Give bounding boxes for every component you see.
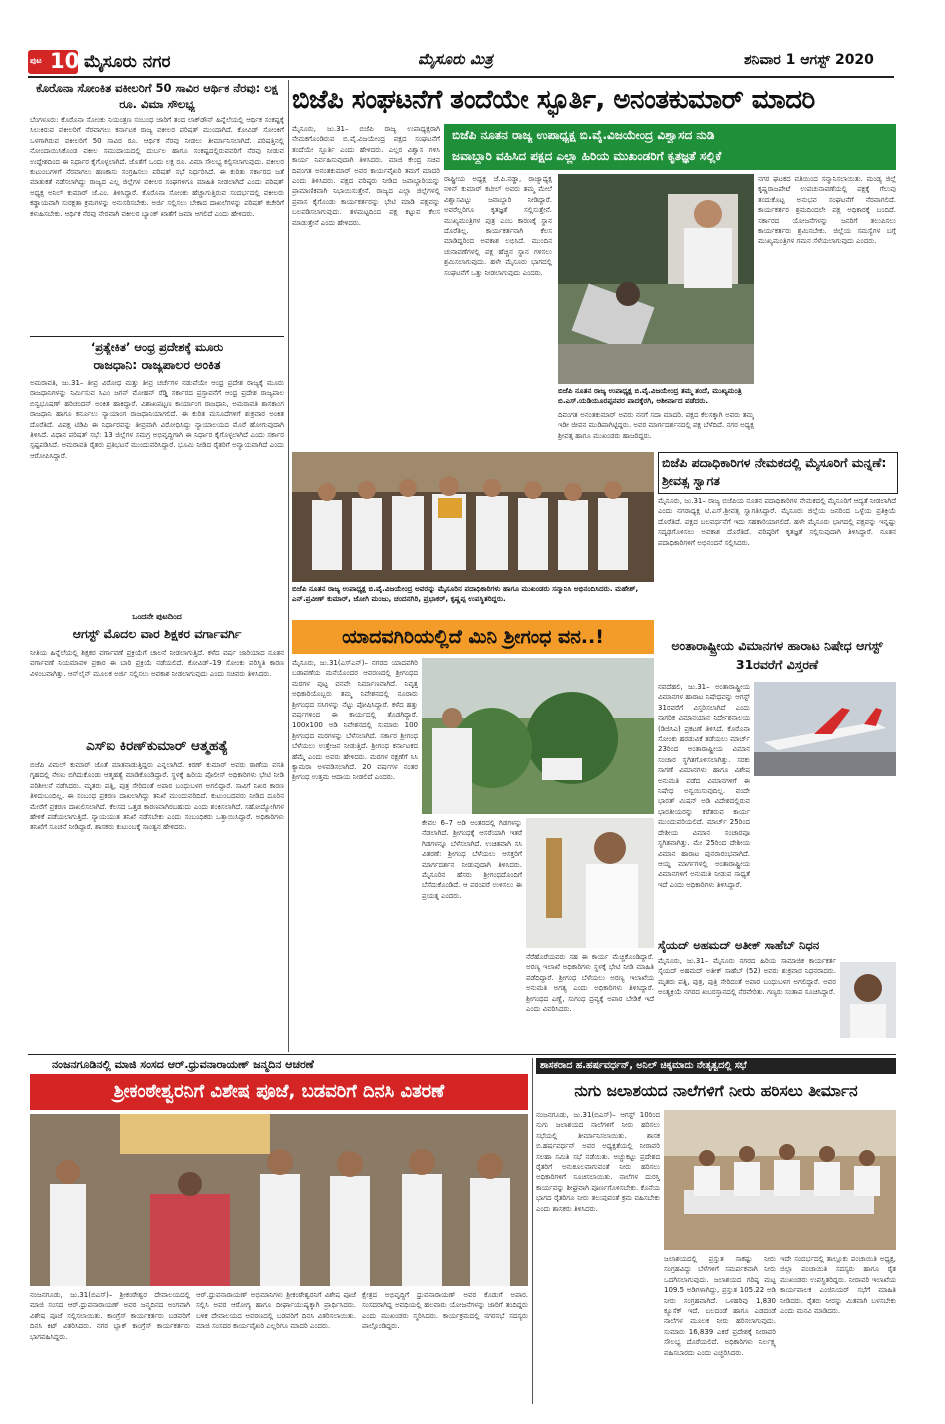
lead-photo	[558, 174, 754, 384]
feature-headline: ಯಾದವಗಿರಿಯಲ್ಲಿದೆ ಮಿನಿ ಶ್ರೀಗಂಧ ವನ..!	[342, 626, 604, 648]
lawyers-article: ಬೆಂಗಳೂರು: ಕೊರೊನಾ ಸೋಂಕು ನಿಯಂತ್ರಣ ಸಂಬಂಧ ಜಾರಿಗೆ ತಂದ ಲಾಕ್‌ಡೌನ್ ಹಿನ್ನೆಲೆಯಲ್ಲಿ ಆರ್ಥಿಕ ಸಂಕಷ್ಟಕ್ಕೆ ಸಿಲುಕಿರುವ ವಕೀಲರಿಗೆ ನೆರವಾಗಲು ಕರ್ನಾಟಕ ರಾಜ್ಯ ವಕೀಲರ ಪರಿಷತ್ ಮುಂದಾಗಿದೆ. ಕೋವಿಡ್ ಸೋಂಕಿಗೆ ಒಳಗಾಗಿರುವ ವಕೀಲರಿಗೆ 50 ಸಾವಿರ ರೂ. ಆರ್ಥಿಕ ನೆರವು ನೀಡಲು ತೀರ್ಮಾನಿಸಲಾಗಿದೆ. ಪರಿಷತ್ತಿನಲ್ಲಿ ನೋಂದಾಯಿಸಿಕೊಂಡ ವಕೀಲ ಸಮುದಾಯದಲ್ಲಿ ದುರ್ಬಲ ಹಾಗೂ ಸಂಕಷ್ಟದಲ್ಲಿರುವವರಿಗೆ ನೆರವು ನೀಡುವ ಉದ್ದೇಶದಿಂದ ಈ ನಿರ್ಧಾರ ಕೈಗೊಳ್ಳಲಾಗಿದೆ. ಜೊತೆಗೆ ಒಂದು ಲಕ್ಷ ರೂ. ವಿಮಾ ಸೌಲಭ್ಯ ಕಲ್ಪಿಸಲಾಗುವುದು. ವಕೀಲರ ಕುಟುಂಬಗಳಿಗೆ ನೆರವಾಗಲು ಹಣಕಾಸು ಸಂಗ್ರಹಿಸಲು ಪರಿಷತ್ ಸಭೆ ನಿರ್ಧರಿಸಿದೆ. ಈ ಕುರಿತು ಸರ್ಕಾರದ ಜತೆ ಮಾತುಕತೆ ನಡೆಸಲಾಗಿದ್ದು ರಾಜ್ಯದ ಎಲ್ಲ ಜಿಲ್ಲೆಗಳ ವಕೀಲರ ಸಂಘಗಳಿಗೂ ಮಾಹಿತಿ ನೀಡಲಾಗಿದೆ ಎಂದು ಪರಿಷತ್ ಅಧ್ಯಕ್ಷ ಅನಿಲ್ ಕುಮಾರ್ ಜೆ.ಎಂ. ತಿಳಿಸಿದ್ದಾರೆ. ಕೊರೊನಾ ಸೋಂಕು ಹೆಚ್ಚಾಗುತ್ತಿರುವ ಸಂದರ್ಭದಲ್ಲಿ ವಕೀಲರು ಕಡ್ಡಾಯವಾಗಿ ಸುರಕ್ಷತಾ ಕ್ರಮಗಳನ್ನು ಅನುಸರಿಸಬೇಕು. ಅರ್ಜಿ ಸಲ್ಲಿಸಲು ಬೇಕಾದ ದಾಖಲೆಗಳನ್ನು ಪರಿಷತ್ ಕಚೇರಿಗೆ ಕಳುಹಿಸಬೇಕು. ಆರ್ಥಿಕ ನೆರವು ನೇರವಾಗಿ ವಕೀಲರ ಬ್ಯಾಂಕ್ ಖಾತೆಗೆ ಜಮಾ ಆಗಲಿದೆ ಎಂದು ಹೇಳಿದರು.	[30, 116, 284, 218]
sandalwood-bottle-photo	[526, 818, 654, 948]
srivatsa-article: ಮೈಸೂರು, ಜು.31– ರಾಜ್ಯ ಬಿಜೆಪಿಯ ನೂತನ ಪದಾಧಿಕಾರಿಗಳ ನೇಮಕದಲ್ಲಿ ಮೈಸೂರಿಗೆ ಆದ್ಯತೆ ನೀಡಲಾಗಿದೆ ಎಂದು ನಗರಾಧ್ಯಕ್ಷ ಟಿ.ಎಸ್.ಶ್ರೀವತ್ಸ ಸ್ವಾಗತಿಸಿದ್ದಾರೆ. ಮೈಸೂರು ಜಿಲ್ಲೆಯ ಜನರಿಂದ ಒಳ್ಳೆಯ ಪ್ರತಿಕ್ರಿಯೆ ದೊರೆತಿದೆ. ಪಕ್ಷದ ಬಲವರ್ಧನೆಗೆ ಇದು ಸಹಕಾರಿಯಾಗಲಿದೆ. ಹಳೇ ಮೈಸೂರು ಭಾಗದಲ್ಲಿ ಪಕ್ಷವನ್ನು ಇನ್ನಷ್ಟು ಸದೃಢಗೊಳಿಸಲು ಅವಕಾಶ ದೊರೆತಿದೆ. ವರಿಷ್ಠರಿಗೆ ಕೃತಜ್ಞತೆ ಸಲ್ಲಿಸುವುದಾಗಿ ತಿಳಿಸಿದ್ದಾರೆ. ನೂತನ ಪದಾಧಿಕಾರಿಗಳಿಗೆ ಅಭಿನಂದನೆ ಸಲ್ಲಿಸಿದರು.	[658, 497, 896, 547]
lawyers-headline: ಕೊರೊನಾ ಸೋಂಕಿತ ವಕೀಲರಿಗೆ 50 ಸಾವಿರ ಆರ್ಥಿಕ ನೆರವು: ಲಕ್ಷ ರೂ. ವಿಮಾ ಸೌಲಭ್ಯ	[36, 81, 278, 111]
feature-article-col3: ನೆರೆಹೊರೆಯವರು ಸಹ ಈ ಕಾರ್ಯ ಮೆಚ್ಚಿಕೊಂಡಿದ್ದಾರೆ. ಅರಣ್ಯ ಇಲಾಖೆ ಅಧಿಕಾರಿಗಳು ಸ್ಥಳಕ್ಕೆ ಭೇಟಿ ನೀಡಿ ಮಾಹಿತಿ ಪಡೆದಿದ್ದಾರೆ. ಶ್ರೀಗಂಧ ಬೆಳೆಯಲು ಅರಣ್ಯ ಇಲಾಖೆಯ ಅನುಮತಿ ಅಗತ್ಯ ಎಂದು ಅಧಿಕಾರಿಗಳು ತಿಳಿಸಿದ್ದಾರೆ. ಶ್ರೀಗಂಧದ ಎಣ್ಣೆ, ಸುಗಂಧ ದ್ರವ್ಯಕ್ಕೆ ಅಪಾರ ಬೇಡಿಕೆ ಇದೆ ಎಂದು ವಿವರಿಸಿದರು.	[526, 953, 654, 1014]
bottle-photo-image	[526, 818, 654, 948]
group-photo-caption: ಬಿಜೆಪಿ ನೂತನ ರಾಜ್ಯ ಉಪಾಧ್ಯಕ್ಷ ಬಿ.ವೈ.ವಿಜಯೇಂದ್ರ ಅವರನ್ನು ಮೈಸೂರಿನ ಪದಾಧಿಕಾರಿಗಳು ಹಾಗೂ ಮುಖಂಡರು ಸನ್ಮಾನಿಸಿ ಅಭಿನಂದಿಸಿದರು. ಮಹೇಶ್, ಎನ್.ಪ್ರವೀಣ್ ಕುಮಾರ್, ಜೋಗಿ ಮಂಜು, ಚಂದನಗಿರಿ, ಪ್ರಭಾಕರ್, ಕೃಷ್ಣಪ್ಪ ಉಪಸ್ಥಿತರಿದ್ದರು.	[292, 584, 639, 603]
sandalwood-photo	[422, 658, 654, 814]
meeting-photo	[664, 1110, 896, 1250]
sandalwood-photo-image	[422, 658, 654, 814]
teacher-transfer-article: ನೀತಿಯ ಹಿನ್ನೆಲೆಯಲ್ಲಿ ಶಿಕ್ಷಕರ ವರ್ಗಾವಣೆ ಪ್ರಕ್ರಿಯೆಗೆ ಚಾಲನೆ ನೀಡಲಾಗುತ್ತಿದೆ. ಕಳೆದ ವರ್ಷ ಜಾರಿಯಾದ ನೂತನ ವರ್ಗಾವಣೆ ನಿಯಮಾವಳಿ ಪ್ರಕಾರ ಈ ಬಾರಿ ಪ್ರಕ್ರಿಯೆ ನಡೆಯಲಿದೆ. ಕೋವಿಡ್–19 ಸೋಂಕು ಪರಿಸ್ಥಿತಿ ಕಾರಣ ವಿಳಂಬವಾಗಿತ್ತು. ಆನ್‌ಲೈನ್ ಮೂಲಕ ಅರ್ಜಿ ಸಲ್ಲಿಸಲು ಅವಕಾಶ ನೀಡಲಾಗುವುದು ಎಂದು ಸಚಿವರು ತಿಳಿಸಿದರು.	[30, 649, 284, 678]
issue-date: ಶನಿವಾರ 1 ಆಗಸ್ಟ್ 2020	[744, 52, 874, 68]
continued-kicker: ಒಂದನೇ ಪುಟದಿಂದ	[132, 612, 182, 621]
section-title: ಮೈಸೂರು ನಗರ	[84, 52, 171, 72]
column-rule-2	[532, 1058, 533, 1404]
flights-article: ನವದೆಹಲಿ, ಜು.31– ಅಂತಾರಾಷ್ಟ್ರೀಯ ವಿಮಾನಗಳ ಹಾರಾಟ ನಿಷೇಧವನ್ನು ಆಗಸ್ಟ್ 31ರವರೆಗೆ ವಿಸ್ತರಿಸಲಾಗಿದೆ ಎಂದು ನಾಗರಿಕ ವಿಮಾನಯಾನ ನಿರ್ದೇಶನಾಲಯ (ಡಿಜಿಸಿಎ) ಪ್ರಕಟಣೆ ತಿಳಿಸಿದೆ. ಕೊರೊನಾ ಸೋಂಕು ಹರಡುವಿಕೆ ತಡೆಯಲು ಮಾರ್ಚ್ 23ರಿಂದ ಅಂತಾರಾಷ್ಟ್ರೀಯ ವಿಮಾನ ಸಂಚಾರ ಸ್ಥಗಿತಗೊಳಿಸಲಾಗಿತ್ತು. ಸರಕು ಸಾಗಣೆ ವಿಮಾನಗಳು ಹಾಗೂ ವಿಶೇಷ ಅನುಮತಿ ಪಡೆದ ವಿಮಾನಗಳಿಗೆ ಈ ನಿಷೇಧ ಅನ್ವಯಿಸುವುದಿಲ್ಲ. ವಂದೇ ಭಾರತ್ ಮಿಷನ್ ಅಡಿ ವಿದೇಶದಲ್ಲಿರುವ ಭಾರತೀಯರನ್ನು ಕರೆತರುವ ಕಾರ್ಯ ಮುಂದುವರಿಯಲಿದೆ. ಮಾರ್ಚ್ 25ರಿಂದ ದೇಶೀಯ ವಿಮಾನ ಸಂಚಾರವೂ ಸ್ಥಗಿತವಾಗಿತ್ತು. ಮೇ 25ರಿಂದ ದೇಶೀಯ ವಿಮಾನ ಹಾರಾಟ ಪುನರಾರಂಭವಾಗಿದೆ. ಆಯ್ದ ಮಾರ್ಗಗಳಲ್ಲಿ ಅಂತಾರಾಷ್ಟ್ರೀಯ ವಿಮಾನಗಳಿಗೆ ಅನುಮತಿ ನೀಡುವ ಸಾಧ್ಯತೆ ಇದೆ ಎಂದು ಅಧಿಕಾರಿಗಳು ತಿಳಿಸಿದ್ದಾರೆ.	[658, 683, 750, 889]
lead-article-col2: ರಾಷ್ಟ್ರೀಯ ಅಧ್ಯಕ್ಷ ಜೆ.ಪಿ.ನಡ್ಡಾ, ರಾಜ್ಯಾಧ್ಯಕ್ಷ ನಳಿನ್ ಕುಮಾರ್ ಕಟೀಲ್ ಅವರು ತಮ್ಮ ಮೇಲೆ ವಿಶ್ವಾಸವಿಟ್ಟು ಜವಾಬ್ದಾರಿ ನೀಡಿದ್ದಾರೆ. ಅವರೆಲ್ಲರಿಗೂ ಕೃತಜ್ಞತೆ ಸಲ್ಲಿಸುತ್ತೇನೆ. ಮುಖ್ಯಮಂತ್ರಿಗಳ ಪುತ್ರ ಎಂಬ ಕಾರಣಕ್ಕೆ ಸ್ಥಾನ ದೊರೆತಿಲ್ಲ. ಕಾರ್ಯಕರ್ತನಾಗಿ ಕೆಲಸ ಮಾಡಿದ್ದರಿಂದ ಅವಕಾಶ ಲಭಿಸಿದೆ. ಮುಂದಿನ ಚುನಾವಣೆಗಳಲ್ಲಿ ಪಕ್ಷ ಹೆಚ್ಚಿನ ಸ್ಥಾನ ಗಳಿಸಲು ಶ್ರಮಿಸಲಾಗುವುದು. ಹಳೇ ಮೈಸೂರು ಭಾಗದಲ್ಲಿ ಸಂಘಟನೆಗೆ ಒತ್ತು ನೀಡಲಾಗುವುದು ಎಂದರು.	[444, 175, 552, 277]
banner-photo	[30, 1114, 528, 1286]
srivatsa-headline: ಬಿಜೆಪಿ ಪದಾಧಿಕಾರಿಗಳ ನೇಮಕದಲ್ಲಿ ಮೈಸೂರಿಗೆ ಮನ್ನಣೆ: ಶ್ರೀವತ್ಸ ಸ್ವಾಗತ	[662, 455, 887, 488]
lead-headline: ಬಿಜೆಪಿ ಸಂಘಟನೆಗೆ ತಂದೆಯೇ ಸ್ಫೂರ್ತಿ, ಅನಂತಕುಮಾರ್ ಮಾದರಿ	[292, 85, 815, 115]
lead-article-col4: ದಿವಂಗತ ಅನಂತಕುಮಾರ್ ಅವರು ನನಗೆ ಸದಾ ಮಾದರಿ. ಪಕ್ಷದ ಕೆಲಸಕ್ಕಾಗಿ ಅವರು ತಮ್ಮ ಇಡೀ ಜೀವನ ಮುಡಿಪಾಗಿಟ್ಟಿದ್ದರು. ಅವರ ಮಾರ್ಗದರ್ಶನದಲ್ಲಿ ಪಕ್ಷ ಬೆಳೆದಿದೆ. ನಗರ ಅಧ್ಯಕ್ಷ ಶ್ರೀವತ್ಸ ಹಾಗೂ ಮುಖಂಡರು ಹಾಜರಿದ್ದರು.	[558, 411, 754, 440]
teacher-transfer-headline: ಆಗಸ್ಟ್ ಮೊದಲ ವಾರ ಶಿಕ್ಷಕರ ವರ್ಗಾವರ್ಗಿ	[72, 626, 242, 641]
banner-article-col1: ನಂಜನಗೂಡು, ಜು.31(ಬಿಎಸ್)– ಶ್ರೀಕಂಠೇಶ್ವರ ದೇವಾಲಯದಲ್ಲಿ ಮಾಜಿ ಸಂಸದ ಆರ್.ಧ್ರುವನಾರಾಯಣ್ ಅವರ ಜನ್ಮದಿನದ ಅಂಗವಾಗಿ ವಿಶೇಷ ಪೂಜೆ ಸಲ್ಲಿಸಲಾಯಿತು. ಕಾಂಗ್ರೆಸ್ ಕಾರ್ಯಕರ್ತರು ಬಡವರಿಗೆ ದಿನಸಿ ಕಿಟ್ ವಿತರಿಸಿದರು. ನಗರ ಬ್ಲಾಕ್ ಕಾಂಗ್ರೆಸ್ ಕಾರ್ಯಕರ್ತರು ಭಾಗವಹಿಸಿದ್ದರು.	[30, 1291, 190, 1341]
paper-name: ಮೈಸೂರು ಮಿತ್ರ	[418, 50, 493, 68]
andhra-article: ಅಮರಾವತಿ, ಜು.31– ತೀವ್ರ ವಿರೋಧ ಮತ್ತು ತೀವ್ರ ಚರ್ಚೆಗಳ ನಡುವೆಯೇ ಆಂಧ್ರ ಪ್ರದೇಶ ರಾಜ್ಯಕ್ಕೆ ಮೂರು ರಾಜಧಾನಿಗಳನ್ನು ನಿರ್ಮಿಸುವ ಸಿಎಂ ಜಗನ್ ಮೋಹನ್ ರೆಡ್ಡಿ ಸರ್ಕಾರದ ಪ್ರಸ್ತಾವನೆಗೆ ಆಂಧ್ರ ಪ್ರದೇಶ ರಾಜ್ಯಪಾಲ ಬಿಸ್ವಭೂಷಣ್ ಹರಿಚಂದನ್ ಅಂಕಿತ ಹಾಕಿದ್ದಾರೆ. ವಿಶಾಖಪಟ್ಟಣ ಕಾರ್ಯಾಂಗ ರಾಜಧಾನಿ, ಅಮರಾವತಿ ಶಾಸಕಾಂಗ ರಾಜಧಾನಿ ಹಾಗೂ ಕರ್ನೂಲು ನ್ಯಾಯಾಂಗ ರಾಜಧಾನಿಯಾಗಲಿದೆ. ಈ ಕುರಿತ ಮಸೂದೆಗಳಿಗೆ ಶುಕ್ರವಾರ ಅಂಕಿತ ದೊರೆತಿದೆ. ವಿಪಕ್ಷ ಟಿಡಿಪಿ ಈ ನಿರ್ಧಾರವನ್ನು ತೀವ್ರವಾಗಿ ವಿರೋಧಿಸಿದ್ದು ನ್ಯಾಯಾಲಯದ ಮೊರೆ ಹೋಗುವುದಾಗಿ ತಿಳಿಸಿದೆ. ವಿಧಾನ ಪರಿಷತ್ ಸಭೆ: 13 ಜಿಲ್ಲೆಗಳ ಸಮಗ್ರ ಅಭಿವೃದ್ಧಿಗಾಗಿ ಈ ನಿರ್ಧಾರ ಕೈಗೊಳ್ಳಲಾಗಿದೆ ಎಂದು ಸರ್ಕಾರ ಸ್ಪಷ್ಟಪಡಿಸಿದೆ. ಅಮರಾವತಿ ರೈತರು ಪ್ರತಿಭಟನೆ ಮುಂದುವರಿಸಿದ್ದಾರೆ. ಭೂಮಿ ನೀಡಿದ ರೈತರಿಗೆ ಅನ್ಯಾಯವಾಗಿದೆ ಎಂದು ಆರೋಪಿಸಿದ್ದಾರೆ.	[30, 379, 284, 460]
column-rule-1	[288, 80, 289, 1052]
flights-headline: ಅಂತಾರಾಷ್ಟ್ರೀಯ ವಿಮಾನಗಳ ಹಾರಾಟ ನಿಷೇಧ ಆಗಸ್ಟ್ 31ರವರೆಗೆ ವಿಸ್ತರಣೆ	[671, 638, 883, 672]
meeting-article-col1: ನಂಜನಗೂಡು, ಜು.31(ಬಿಎಸ್)– ಆಗಸ್ಟ್ 10ರಿಂದ ನುಗು ಜಲಾಶಯದ ನಾಲೆಗಳಿಗೆ ನೀರು ಹರಿಸಲು ಸಭೆಯಲ್ಲಿ ತೀರ್ಮಾನಿಸಲಾಯಿತು. ಶಾಸಕ ಬಿ.ಹರ್ಷವರ್ಧನ್ ಅವರ ಅಧ್ಯಕ್ಷತೆಯಲ್ಲಿ ನೀರಾವರಿ ಸಲಹಾ ಸಮಿತಿ ಸಭೆ ನಡೆಯಿತು. ಅಚ್ಚುಕಟ್ಟು ಪ್ರದೇಶದ ರೈತರಿಗೆ ಅನುಕೂಲವಾಗುವಂತೆ ನೀರು ಹರಿಸಲು ಅಧಿಕಾರಿಗಳಿಗೆ ಸೂಚಿಸಲಾಯಿತು. ನಾಲೆಗಳ ದುರಸ್ತಿ ಕಾರ್ಯವನ್ನು ಶೀಘ್ರವಾಗಿ ಪೂರ್ಣಗೊಳಿಸಬೇಕು. ಕೊನೆಯ ಭಾಗದ ರೈತರಿಗೂ ನೀರು ತಲುಪುವಂತೆ ಕ್ರಮ ವಹಿಸಬೇಕು ಎಂದು ಶಾಸಕರು ತಿಳಿಸಿದರು.	[536, 1111, 660, 1213]
feature-article-col2: ಕೇವಲ 6–7 ಅಡಿ ಅಂತರದಲ್ಲಿ ಗಿಡಗಳನ್ನು ನೆಡಲಾಗಿದೆ. ಶ್ರೀಗಂಧಕ್ಕೆ ಆಸರೆಯಾಗಿ ಇತರೆ ಗಿಡಗಳನ್ನೂ ಬೆಳೆಸಲಾಗಿದೆ. ಉಚಿತವಾಗಿ ಸಸಿ ವಿತರಣೆ: ಶ್ರೀಗಂಧ ಬೆಳೆಯಲು ಆಸಕ್ತರಿಗೆ ಮಾರ್ಗದರ್ಶನ ನೀಡುವುದಾಗಿ ತಿಳಿಸಿದರು. ಮೈಸೂರಿನ ಹೆಸರು ಶ್ರೀಗಂಧದೊಂದಿಗೆ ಬೆಸೆದುಕೊಂಡಿದೆ. ಆ ಪರಂಪರೆ ಉಳಿಸಲು ಈ ಪ್ರಯತ್ನ ಎಂದರು.	[422, 819, 522, 900]
page-number: 10	[50, 49, 80, 73]
feature-article-col1: ಮೈಸೂರು, ಜು.31(ಎಸ್‌ಎನ್)– ನಗರದ ಯಾದವಗಿರಿ ಬಡಾವಣೆಯ ಮನೆಯೊಂದರ ಆವರಣದಲ್ಲಿ ಶ್ರೀಗಂಧದ ಮರಗಳ ಪುಟ್ಟ ವನವೇ ನಿರ್ಮಾಣವಾಗಿದೆ. ನಿವೃತ್ತ ಅಧಿಕಾರಿಯೊಬ್ಬರು ತಮ್ಮ ನಿವೇಶನದಲ್ಲಿ ನೂರಾರು ಶ್ರೀಗಂಧದ ಸಸಿಗಳನ್ನು ನೆಟ್ಟು ಪೋಷಿಸಿದ್ದಾರೆ. ಕಳೆದ ಹತ್ತು ವರ್ಷಗಳಿಂದ ಈ ಕಾರ್ಯದಲ್ಲಿ ತೊಡಗಿದ್ದಾರೆ. 100x100 ಅಡಿ ನಿವೇಶನದಲ್ಲಿ ಸುಮಾರು 100 ಶ್ರೀಗಂಧದ ಮರಗಳನ್ನು ಬೆಳೆಸಲಾಗಿದೆ. ಸರ್ಕಾರ ಶ್ರೀಗಂಧ ಬೆಳೆಯಲು ಉತ್ತೇಜನ ನೀಡುತ್ತಿದೆ. ಶ್ರೀಗಂಧ ಕರ್ನಾಟಕದ ಹೆಮ್ಮೆ ಎಂದು ಅವರು ಹೇಳಿದರು. ಮರಗಳ ರಕ್ಷಣೆಗೆ ಸಿಸಿ ಕ್ಯಾಮರಾ ಅಳವಡಿಸಲಾಗಿದೆ. 20 ವರ್ಷಗಳ ನಂತರ ಶ್ರೀಗಂಧ ಉತ್ತಮ ಆದಾಯ ನೀಡಲಿದೆ ಎಂದರು.	[292, 659, 418, 782]
group-photo-image	[292, 452, 654, 582]
lead-photo-image	[558, 174, 754, 384]
meeting-photo-image	[664, 1110, 896, 1250]
si-suicide-headline: ಎಸ್‌ಐ ಕಿರಣ್‌ಕುಮಾರ್ ಆತ್ಮಹತ್ಯೆ	[86, 738, 228, 754]
andhra-kicker: ‘ಪ್ರತ್ಯೇಕಿತ’ ಆಂಧ್ರ ಪ್ರದೇಶಕ್ಕೆ ಮೂರು	[90, 340, 224, 354]
lead-article-col1: ಮೈಸೂರು, ಜು.31– ಬಿಜೆಪಿ ರಾಜ್ಯ ಉಪಾಧ್ಯಕ್ಷರಾಗಿ ನೇಮಕಗೊಂಡಿರುವ ಬಿ.ವೈ.ವಿಜಯೇಂದ್ರ ಪಕ್ಷದ ಸಂಘಟನೆಗೆ ತಂದೆಯೇ ಸ್ಫೂರ್ತಿ ಎಂದು ಹೇಳಿದರು. ಎಲ್ಲರ ವಿಶ್ವಾಸ ಗಳಿಸಿ ಕಾರ್ಯ ನಿರ್ವಹಿಸುವುದಾಗಿ ತಿಳಿಸಿದರು. ಮಾಜಿ ಕೇಂದ್ರ ಸಚಿವ ದಿವಂಗತ ಅನಂತಕುಮಾರ್ ಅವರ ಕಾರ್ಯವೈಖರಿ ತಮಗೆ ಮಾದರಿ ಎಂದು ತಿಳಿಸಿದರು. ಪಕ್ಷದ ವರಿಷ್ಠರು ನೀಡಿದ ಜವಾಬ್ದಾರಿಯನ್ನು ಪ್ರಾಮಾಣಿಕವಾಗಿ ನಿಭಾಯಿಸುತ್ತೇನೆ. ರಾಜ್ಯದ ಎಲ್ಲಾ ಜಿಲ್ಲೆಗಳಲ್ಲಿ ಪ್ರವಾಸ ಕೈಗೊಂಡು ಕಾರ್ಯಕರ್ತರನ್ನು ಭೇಟಿ ಮಾಡಿ ಪಕ್ಷವನ್ನು ಬಲಪಡಿಸಲಾಗುವುದು. ತಳಮಟ್ಟದಿಂದ ಪಕ್ಷ ಕಟ್ಟುವ ಕೆಲಸ ಮಾಡುತ್ತೇನೆ ಎಂದು ಹೇಳಿದರು.	[292, 125, 440, 227]
airplane-photo-image	[754, 682, 896, 776]
portrait-image	[840, 962, 896, 1038]
lead-bullet-2: ಜವಾಬ್ದಾರಿ ವಹಿಸಿದ ಪಕ್ಷದ ಎಲ್ಲಾ ಹಿರಿಯ ಮುಖಂಡರಿಗೆ ಕೃತಜ್ಞತೆ ಸಲ್ಲಿಕೆ	[452, 149, 722, 163]
obituary-portrait	[840, 962, 896, 1038]
banner-kicker: ನಂಜನಗೂಡಿನಲ್ಲಿ ಮಾಜಿ ಸಂಸದ ಆರ್.ಧ್ರುವನಾರಾಯಣ್ ಜನ್ಮದಿನ ಆಚರಣೆ	[52, 1058, 314, 1071]
andhra-headline: ರಾಜಧಾನಿ: ರಾಜ್ಯಪಾಲರ ಅಂಕಿತ	[93, 357, 221, 372]
meeting-article-col2: ಜಲಾಶಯದಲ್ಲಿ ಪ್ರಸ್ತುತ ಸಾಕಷ್ಟು ನೀರು ಸಂಗ್ರಹವಿದ್ದು ಬೆಳೆಗಳಿಗೆ ಸಮರ್ಪಕವಾಗಿ ನೀರು ಒದಗಿಸಲಾಗುವುದು. ಜಲಾಶಯದ ಗರಿಷ್ಠ ಮಟ್ಟ 109.5 ಅಡಿಗಳಾಗಿದ್ದು, ಪ್ರಸ್ತುತ 105.22 ಅಡಿ ನೀರು ಸಂಗ್ರಹವಾಗಿದೆ. ಒಳಹರಿವು 1,830 ಕ್ಯೂಸೆಕ್ ಇದೆ. ಬಲದಂಡೆ ಹಾಗೂ ಎಡದಂಡೆ ನಾಲೆಗಳ ಮೂಲಕ ನೀರು ಹರಿಸಲಾಗುವುದು. ಸುಮಾರು 16,839 ಎಕರೆ ಪ್ರದೇಶಕ್ಕೆ ನೀರಾವರಿ ಸೌಲಭ್ಯ ದೊರೆಯಲಿದೆ. ಅಧಿಕಾರಿಗಳು ನಿರ್ಲಕ್ಷ್ಯ ವಹಿಸಬಾರದು ಎಂದು ಎಚ್ಚರಿಸಿದರು.	[664, 1255, 776, 1357]
horizontal-rule	[28, 1054, 896, 1055]
banner-headline: ಶ್ರೀಕಂಠೇಶ್ವರನಿಗೆ ವಿಶೇಷ ಪೂಜೆ, ಬಡವರಿಗೆ ದಿನಸಿ ವಿತರಣೆ	[113, 1081, 445, 1102]
lead-bullet-1: ಬಿಜೆಪಿ ನೂತನ ರಾಜ್ಯ ಉಪಾಧ್ಯಕ್ಷ ಬಿ.ವೈ.ವಿಜಯೇಂದ್ರ ವಿಶ್ವಾಸದ ನುಡಿ	[452, 128, 715, 142]
banner-article-col3: ಕ್ಷೇತ್ರದ ಅಭಿವೃದ್ಧಿಗೆ ಧ್ರುವನಾರಾಯಣ್ ಅವರ ಕೊಡುಗೆ ಅಪಾರ. ಸಂಸದರಾಗಿದ್ದ ಅವಧಿಯಲ್ಲಿ ಹಲವಾರು ಯೋಜನೆಗಳನ್ನು ಜಾರಿಗೆ ತಂದಿದ್ದರು ಎಂದು ಮುಖಂಡರು ಸ್ಮರಿಸಿದರು. ಕಾರ್ಯಕ್ರಮದಲ್ಲಿ ನಗರಸಭೆ ಸದಸ್ಯರು ಪಾಲ್ಗೊಂಡಿದ್ದರು.	[362, 1291, 528, 1331]
lead-photo-caption: ಬಿಜೆಪಿ ನೂತನ ರಾಜ್ಯ ಉಪಾಧ್ಯಕ್ಷ ಬಿ.ವೈ.ವಿಜಯೇಂದ್ರ ತಮ್ಮ ತಂದೆ, ಮುಖ್ಯಮಂತ್ರಿ ಬಿ.ಎಸ್.ಯಡಿಯೂರಪ್ಪನವರ ಪಾದಕ್ಕೆರಗಿ, ಆಶೀರ್ವಾದ ಪಡೆದರು.	[558, 386, 742, 405]
page-label: ಪುಟ	[30, 56, 42, 65]
group-photo	[292, 452, 654, 582]
meeting-kicker: ಶಾಸಕರಾದ ಹ.ಹರ್ಷವರ್ಧನ್, ಅನಿಲ್ ಚಿಕ್ಕಮಾದು ನೇತೃತ್ವದಲ್ಲಿ ಸಭೆ	[540, 1060, 747, 1071]
meeting-headline: ನುಗು ಜಲಾಶಯದ ನಾಲೆಗಳಿಗೆ ನೀರು ಹರಿಸಲು ತೀರ್ಮಾನ	[574, 1082, 858, 1100]
obituary-headline: ಸೈಯದ್ ಅಹಮದ್ ಅತೀಕ್ ಸಾಹೆಬ್ ನಿಧನ	[658, 938, 820, 952]
banner-photo-image	[30, 1114, 528, 1286]
meeting-article-col4: ಇದೇ ಸಂದರ್ಭದಲ್ಲಿ ತಾಲ್ಲೂಕು ಪಂಚಾಯಿತಿ ಅಧ್ಯಕ್ಷ, ಜಿಲ್ಲಾ ಪಂಚಾಯಿತಿ ಸದಸ್ಯರು ಹಾಗೂ ರೈತ ಮುಖಂಡರು ಉಪಸ್ಥಿತರಿದ್ದರು. ನೀರಾವರಿ ಇಲಾಖೆಯ ಕಾರ್ಯಪಾಲಕ ಎಂಜಿನಿಯರ್ ಸಭೆಗೆ ಮಾಹಿತಿ ನೀಡಿದರು. ರೈತರು ನೀರನ್ನು ಮಿತವಾಗಿ ಬಳಸಬೇಕು ಎಂದು ಮನವಿ ಮಾಡಿದರು.	[780, 1255, 896, 1316]
masthead-rule	[28, 76, 894, 78]
divider	[30, 336, 284, 337]
banner-article-col2: ಆರ್.ಧ್ರುವನಾರಾಯಣ್ ಅಭಿಮಾನಿಗಳು ಶ್ರೀಕಂಠೇಶ್ವರನಿಗೆ ವಿಶೇಷ ಪೂಜೆ ಸಲ್ಲಿಸಿ ಅವರ ಆರೋಗ್ಯ ಹಾಗೂ ದೀರ್ಘಾಯುಷ್ಯಕ್ಕಾಗಿ ಪ್ರಾರ್ಥಿಸಿದರು. ಬಳಿಕ ದೇವಾಲಯದ ಆವರಣದಲ್ಲಿ ಬಡವರಿಗೆ ದಿನಸಿ ವಿತರಿಸಲಾಯಿತು. ಮಾಜಿ ಸಂಸದರ ಕಾರ್ಯವೈಖರಿ ಎಲ್ಲರಿಗೂ ಮಾದರಿ ಎಂದರು.	[196, 1291, 356, 1331]
obituary-article: ಮೈಸೂರು, ಜು.31– ಮೈಸೂರು ನಗರದ ಹಿರಿಯ ಸಾಮಾಜಿಕ ಕಾರ್ಯಕರ್ತ ಸೈಯದ್ ಅಹಮದ್ ಅತೀಕ್ ಸಾಹೆಬ್ (52) ಅವರು ಶುಕ್ರವಾರ ನಿಧನರಾದರು. ಮೃತರು ಪತ್ನಿ, ಪುತ್ರ, ಪುತ್ರಿ ಸೇರಿದಂತೆ ಅಪಾರ ಬಂಧುಬಳಗ ಅಗಲಿದ್ದಾರೆ. ಅವರ ಅಂತ್ಯಕ್ರಿಯೆ ನಗರದ ಖಬರಸ್ತಾನದಲ್ಲಿ ನೆರವೇರಿತು. ಗಣ್ಯರು ಸಂತಾಪ ಸೂಚಿಸಿದ್ದಾರೆ.	[658, 957, 836, 997]
si-suicide-article: ಬಿಜೆಪಿ ವಿಮಲ್ ಕುಮಾರ್ ಜೊತೆ ಮಾತನಾಡುತ್ತಿದ್ದರು ಎನ್ನಲಾಗಿದೆ. ಕಿರಣ್ ಕುಮಾರ್ ಅವರು ಠಾಣೆಯ ವಸತಿ ಗೃಹದಲ್ಲಿ ನೇಣು ಬಿಗಿದುಕೊಂಡು ಆತ್ಮಹತ್ಯೆ ಮಾಡಿಕೊಂಡಿದ್ದಾರೆ. ಸ್ಥಳಕ್ಕೆ ಹಿರಿಯ ಪೊಲೀಸ್ ಅಧಿಕಾರಿಗಳು ಭೇಟಿ ನೀಡಿ ಪರಿಶೀಲನೆ ನಡೆಸಿದರು. ಮೃತರು ಪತ್ನಿ, ಪುತ್ರ ಸೇರಿದಂತೆ ಅಪಾರ ಬಂಧುಬಳಗ ಅಗಲಿದ್ದಾರೆ. ಸಾವಿಗೆ ನಿಖರ ಕಾರಣ ತಿಳಿದುಬಂದಿಲ್ಲ. ಈ ಸಂಬಂಧ ಪ್ರಕರಣ ದಾಖಲಾಗಿದ್ದು ತನಿಖೆ ಮುಂದುವರಿದಿದೆ. ಕುಟುಂಬದವರು ನೀಡಿದ ದೂರಿನ ಮೇರೆಗೆ ಪ್ರಕರಣ ದಾಖಲಿಸಲಾಗಿದೆ. ಕೆಲಸದ ಒತ್ತಡ ಕಾರಣವಾಗಿರಬಹುದು ಎಂದು ಶಂಕಿಸಲಾಗಿದೆ. ಸಹೋದ್ಯೋಗಿಗಳ ಹೇಳಿಕೆ ಪಡೆಯಲಾಗುತ್ತಿದೆ. ನ್ಯಾಯಯುತ ತನಿಖೆ ನಡೆಸಬೇಕು ಎಂದು ಸಂಬಂಧಿಕರು ಒತ್ತಾಯಿಸಿದ್ದಾರೆ. ಅಧಿಕಾರಿಗಳು ತನಿಖೆಗೆ ಸೂಚನೆ ನೀಡಿದ್ದಾರೆ. ಶಾಸಕರು ಕುಟುಂಬಕ್ಕೆ ಸಾಂತ್ವನ ಹೇಳಿದರು.	[30, 761, 284, 832]
flights-photo	[754, 682, 896, 776]
lead-article-col5: ನಗರ ಘಟಕದ ವತಿಯಿಂದ ಸನ್ಮಾನಿಸಲಾಯಿತು. ಮಂಡ್ಯ ಜಿಲ್ಲೆ ಕೃಷ್ಣರಾಜಪೇಟೆ ಉಪಚುನಾವಣೆಯಲ್ಲಿ ಪಕ್ಷಕ್ಕೆ ಗೆಲುವು ತಂದುಕೊಟ್ಟ ಅನುಭವ ಸಂಘಟನೆಗೆ ನೆರವಾಗಲಿದೆ. ಕಾರ್ಯಕರ್ತರ ಶ್ರಮದಿಂದಲೇ ಪಕ್ಷ ಅಧಿಕಾರಕ್ಕೆ ಬಂದಿದೆ. ಸರ್ಕಾರದ ಯೋಜನೆಗಳನ್ನು ಜನರಿಗೆ ತಲುಪಿಸಲು ಕಾರ್ಯಕರ್ತರು ಶ್ರಮಿಸಬೇಕು. ಜಿಲ್ಲೆಯ ಸಮಸ್ಯೆಗಳ ಬಗ್ಗೆ ಮುಖ್ಯಮಂತ್ರಿಗಳ ಗಮನ ಸೆಳೆಯಲಾಗುವುದು ಎಂದರು.	[758, 175, 896, 246]
